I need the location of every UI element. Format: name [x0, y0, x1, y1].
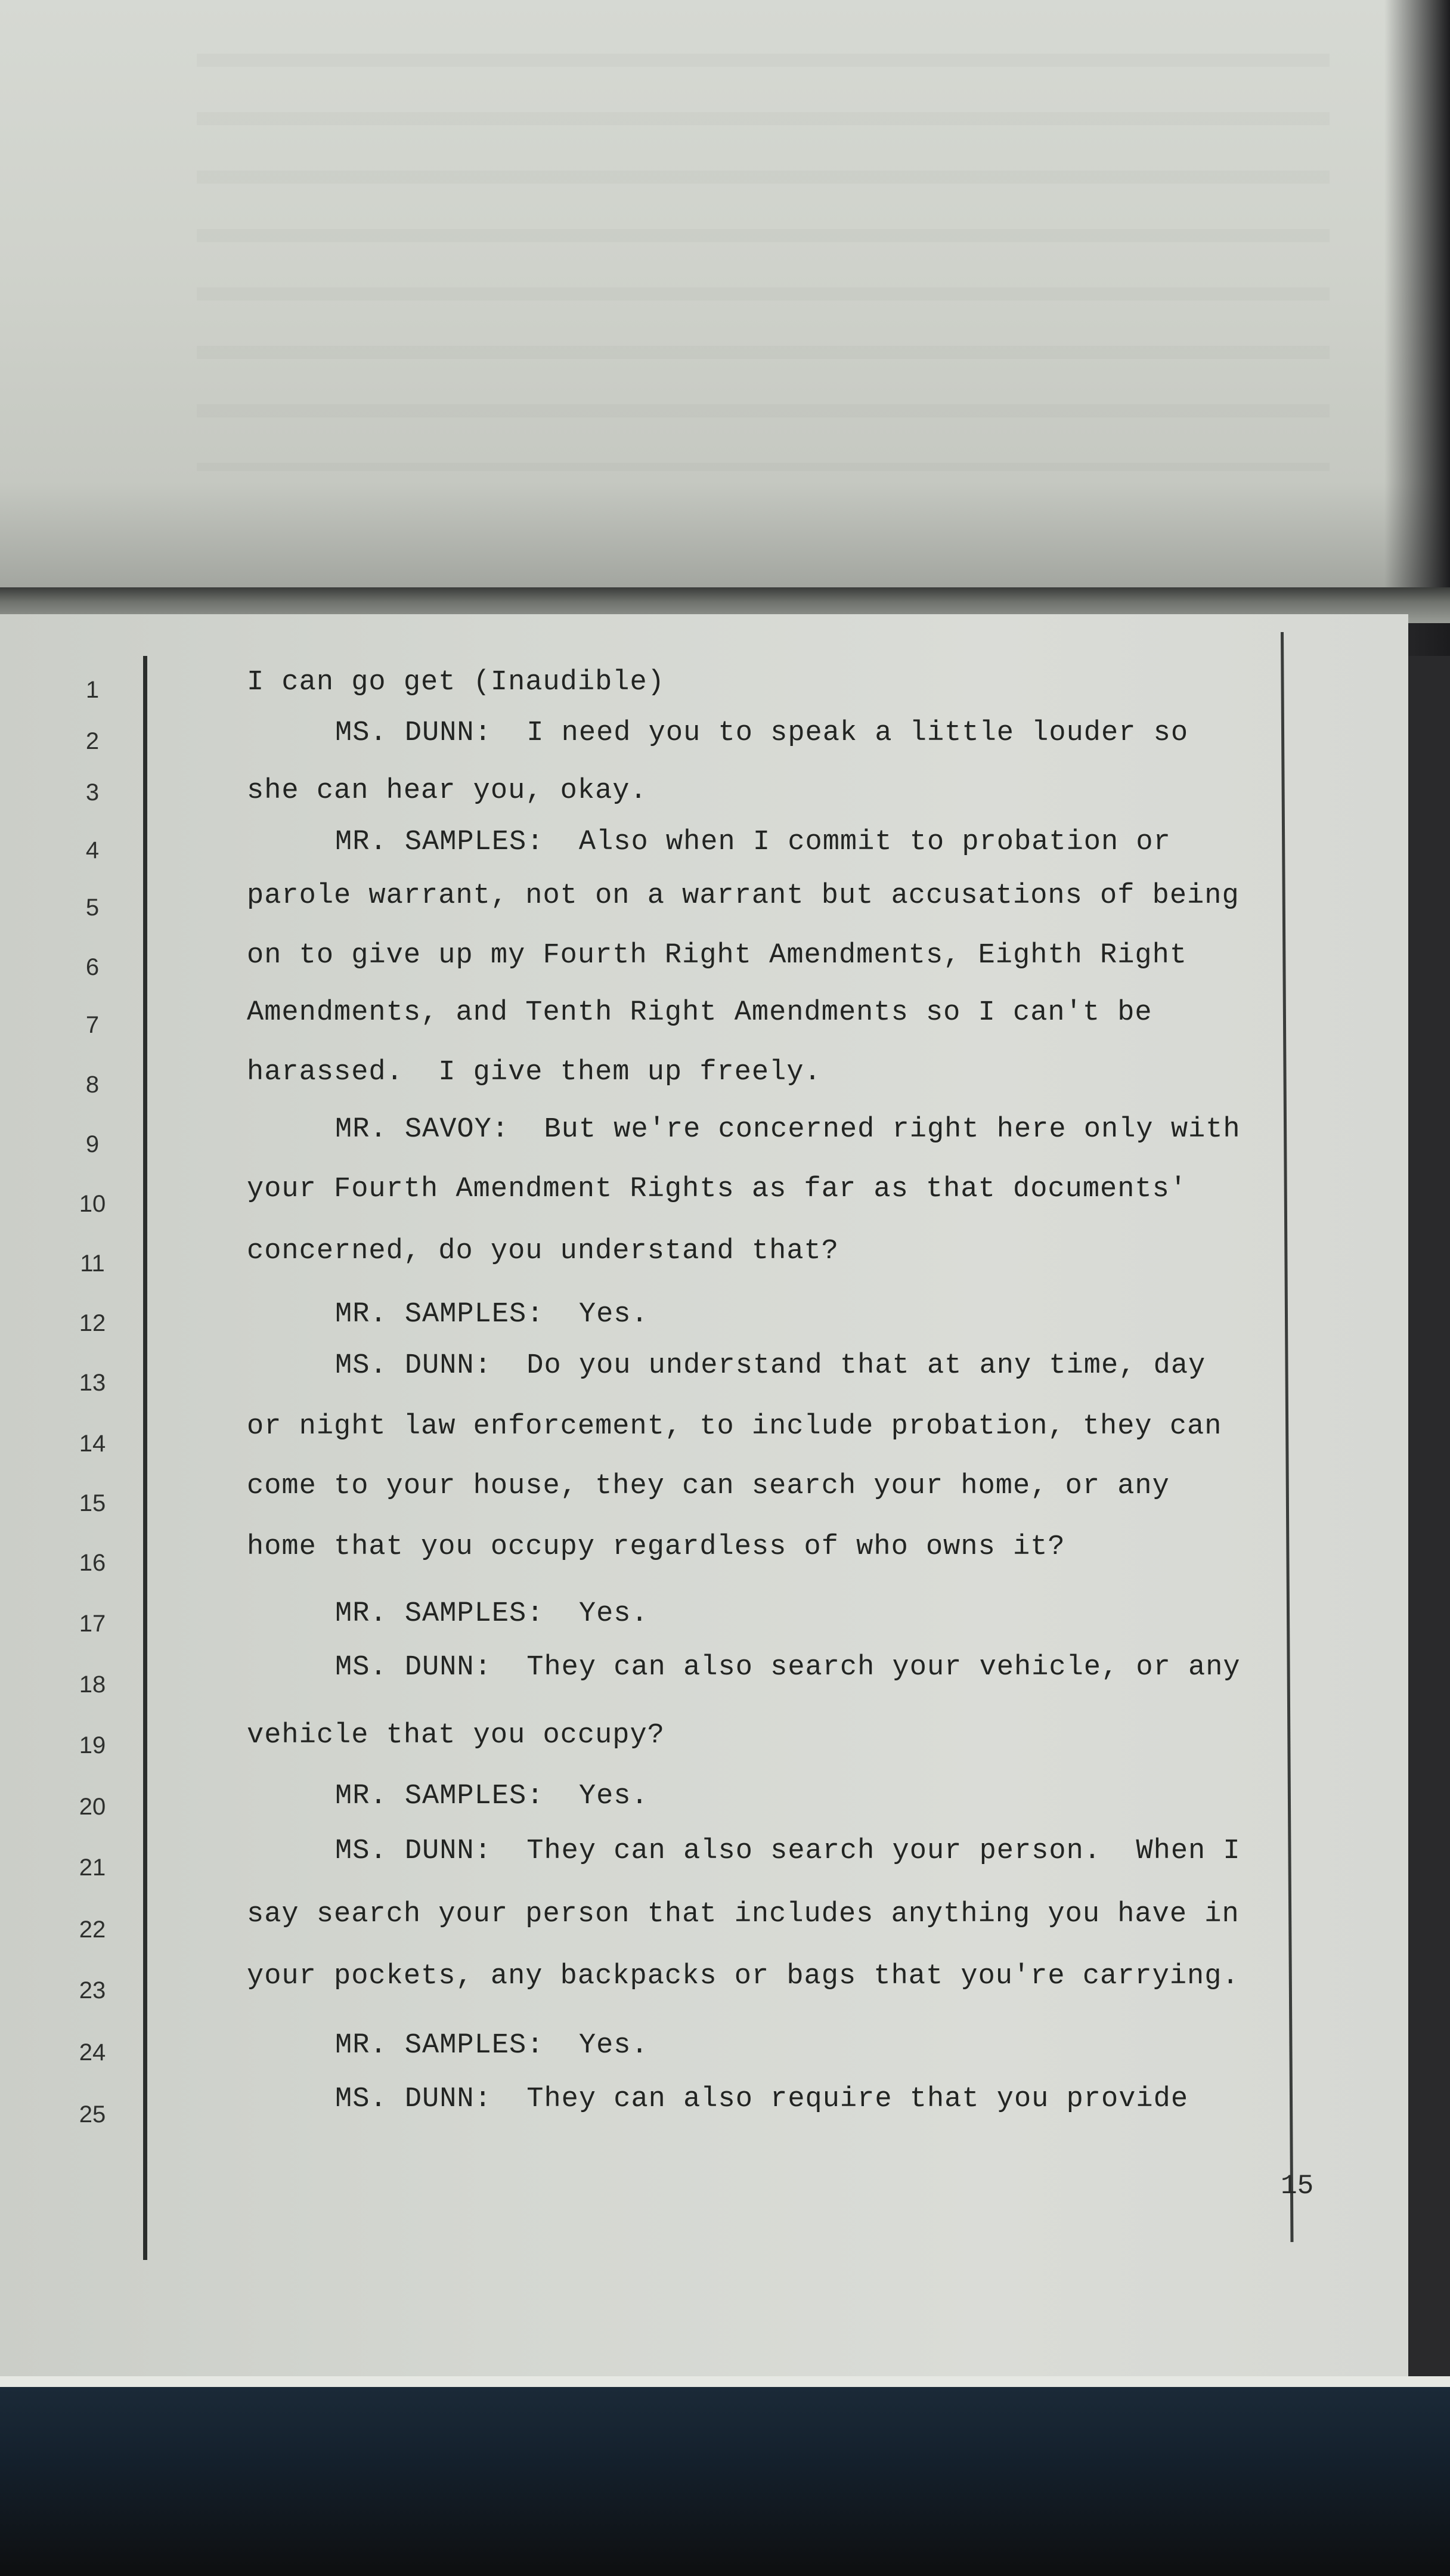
transcript-line: MR. SAVOY: But we're concerned right here only with: [335, 1114, 1241, 1145]
line-number: 25: [79, 2101, 106, 2128]
transcript-line: say search your person that includes anything you have in: [247, 1899, 1240, 1930]
left-margin-rule: [143, 656, 147, 2260]
line-number: 6: [85, 954, 100, 980]
line-number: 14: [79, 1431, 106, 1457]
transcript-line: your pockets, any backpacks or bags that you're carrying.: [247, 1961, 1240, 1992]
line-number: 8: [85, 1072, 100, 1098]
transcript-line: MR. SAMPLES: Yes.: [335, 1781, 649, 1812]
line-number: 24: [79, 2039, 106, 2066]
show-through-text: [197, 54, 1330, 471]
line-number: 4: [85, 837, 100, 863]
line-number: 1: [85, 677, 100, 703]
line-number: 21: [79, 1854, 106, 1881]
line-number: 11: [80, 1250, 105, 1277]
transcript-line: MS. DUNN: Do you understand that at any time, day: [335, 1350, 1206, 1382]
page-edge: [0, 2376, 1450, 2387]
line-number: 7: [85, 1012, 100, 1038]
line-number: 20: [79, 1794, 106, 1820]
transcript-line: your Fourth Amendment Rights as far as that documents': [247, 1174, 1188, 1205]
line-number: 16: [79, 1550, 106, 1576]
transcript-line: or night law enforcement, to include probation, they can: [247, 1411, 1222, 1442]
transcript-line: I can go get (Inaudible): [247, 667, 665, 698]
transcript-line: harassed. I give them up freely.: [247, 1057, 822, 1088]
line-number: 3: [85, 779, 100, 806]
transcript-line: parole warrant, not on a warrant but accusations of being: [247, 880, 1240, 912]
transcript-line: MR. SAMPLES: Yes.: [335, 2030, 649, 2061]
line-number: 13: [79, 1370, 106, 1396]
line-number: 23: [79, 1977, 106, 2004]
line-number: 5: [85, 894, 100, 921]
transcript-line: concerned, do you understand that?: [247, 1236, 839, 1267]
desk-surface: [0, 2387, 1450, 2576]
line-number: 17: [79, 1611, 106, 1637]
line-number: 12: [79, 1310, 106, 1336]
transcript-line: on to give up my Fourth Right Amendments, Eighth Right: [247, 940, 1188, 971]
transcript-line: Amendments, and Tenth Right Amendments so I can't be: [247, 997, 1152, 1029]
transcript-line: MS. DUNN: They can also require that you provide: [335, 2083, 1189, 2115]
transcript-line: MR. SAMPLES: Yes.: [335, 1299, 649, 1330]
line-number: 19: [79, 1732, 106, 1758]
previous-page: [0, 0, 1450, 602]
transcript-line: home that you occupy regardless of who owns it?: [247, 1531, 1065, 1563]
line-number: 10: [79, 1191, 106, 1217]
transcript-line: MS. DUNN: They can also search your person. When I: [335, 1835, 1241, 1867]
edge-shadow: [1384, 0, 1450, 656]
line-number: 2: [85, 728, 100, 754]
line-number: 15: [79, 1490, 106, 1516]
transcript-line: come to your house, they can search your home, or any: [247, 1470, 1170, 1502]
transcript-line: vehicle that you occupy?: [247, 1720, 665, 1751]
transcript-line: MS. DUNN: They can also search your vehicle, or any: [335, 1652, 1241, 1683]
transcript-line: MS. DUNN: I need you to speak a little louder so: [335, 717, 1189, 749]
transcript-line: she can hear you, okay.: [247, 775, 647, 807]
transcript-line: MR. SAMPLES: Yes.: [335, 1598, 649, 1630]
page-number: 15: [1281, 2171, 1314, 2202]
line-number: 9: [85, 1131, 100, 1157]
transcript-line: MR. SAMPLES: Also when I commit to probation or: [335, 826, 1171, 858]
line-number: 18: [79, 1671, 106, 1698]
line-number: 22: [79, 1916, 106, 1943]
